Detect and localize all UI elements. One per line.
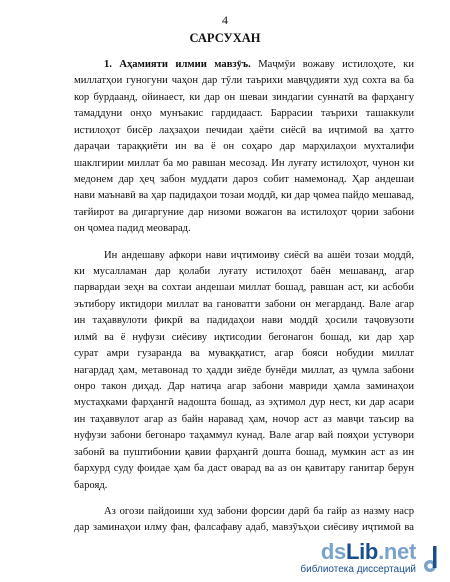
watermark-tagline: библиотека диссертаций	[300, 564, 416, 575]
paragraph-gap	[74, 494, 414, 504]
paragraph-2-line: мустаҳками фарҳангӣ надошта бошад, аз эҳтимол дур нест, ки дар асари	[74, 397, 414, 409]
watermark-text	[300, 541, 416, 576]
paragraph-2-line: бароя̣д.	[74, 479, 108, 491]
paragraph-2-line: парвардаи зеҳн ва сохтаи андешаи миллат бошад, равшан аст, ки асбоби	[74, 282, 414, 294]
page-number: 4	[222, 13, 228, 27]
paragraph-2-line: бархурд суду фоидае ҳам ба даст оварад ва аз он қавитару ганитар берун	[74, 463, 414, 475]
paragraph-2-line: ки мусалламан дар қолаби луғату истилоҳот баён мешаванд, агар	[74, 266, 414, 278]
paragraph-1-first-line-text: Маҷмӯи вожаву истилоҳоте, ки	[258, 59, 414, 70]
paragraph-3	[74, 504, 414, 537]
paragraph-2-line: онро такон диҳад. Дар натиҷа агар забони мавриди ҳамла заминаҳои	[74, 381, 414, 393]
paragraph-1-line: дараҷаи тараққиёти ин ва ё он соҳаро дар марҳилаҳои мухталифи	[74, 141, 414, 153]
paragraph-1-line: тамаддуни онҳо мунъакис гардидааст. Баррасии таърихи ташаккули	[74, 108, 414, 120]
paragraph-1-line: он ҷомеа падид меоварад.	[74, 223, 191, 235]
watermark-brand: dsLib.net	[320, 539, 416, 564]
paragraph-2-line: ин таҳаввулот агар аз байн наравад ҳам, ночор аст аз мавҷи таъсир ва	[74, 413, 414, 425]
paragraph-3-line: дар заминаҳои илму фан, фалсафаву адаб, мавзӯъҳои сиёсиву иҷтимоӣ ва	[74, 522, 414, 534]
paragraph-2-line: ин таҳаввулоти фикрӣ ва падидаҳои нави моддӣ ҳосили таҷовузоти	[74, 315, 414, 327]
ds-logo-icon	[420, 544, 440, 574]
paragraph-2-line: эътибору иктидори миллат ва гановатги забони он мегарданд. Вале агар	[74, 298, 414, 310]
paragraph-1-line: медонем дар ҳеҷ забон муддати дароз собит намемонад. Ҳар андешаи	[74, 173, 414, 185]
paragraph-2-line: нуфузи забони бегонаро таҳаммул кунад. Вале агар вай пояҳои устувори	[74, 430, 414, 442]
paragraph-1-line	[74, 57, 414, 73]
paragraph-2-line: забонӣ ва пуштибонии қавии фарҳангӣ дошта бошад, мумкин аст аз ин	[74, 446, 414, 458]
dslib-watermark[interactable]	[300, 541, 440, 576]
paragraph-1-line: кор бурдаанд, ойинаест, ки дар он шеваи зиндагии суннатӣ ва фарҳангу	[74, 91, 414, 103]
paragraph-1-line: нави маънавӣ ва ҳар падидаҳои тозаи моддӣ, ки дар ҷомеа пайдо мешавад,	[74, 190, 414, 202]
paragraph-2	[74, 248, 414, 494]
section-title: 1. Аҳамияти илмии мавзӯъ.	[104, 59, 251, 70]
body-text	[74, 57, 414, 537]
paragraph-gap	[74, 238, 414, 248]
paragraph-2-line: илмӣ ва ё нуфузи сиёсиву иқтисодии бегонагон бошад, ки дар ҳар	[74, 331, 414, 343]
paragraph-1-line: истилоҳот бисёр лаҳзаҳои печидаи ҳаёти сиёсӣ ва иҷтимоӣ ва ҳатто	[74, 124, 414, 136]
paragraph-2-line: Ин андешаву афкори нави иҷтимоиву сиёсӣ ва ашёи тозаи моддӣ,	[104, 249, 414, 261]
paragraph-1-line: шаклгирии миллат ба мо равшан месозад. Ин луғату истилоҳот, чунон ки	[74, 157, 414, 169]
paragraph-1-line: тағйирот ва дигаргуние дар низоми вожагон ва истилоҳот ҷории забони	[74, 206, 414, 218]
page-heading: САРСУХАН	[189, 31, 261, 45]
paragraph-2-line: сурат амри гузаранда ва муваққатист, агар бояси нобудии миллат	[74, 348, 414, 360]
paragraph-3-line: Аз огози пайдоиши худ забони форсии дарӣ ба гайр аз назму наср	[104, 505, 414, 517]
paragraph-2-line: нагардад ҳам, метавонад то ҳадди зиёде бунёди миллат, аз ҷумла забони	[74, 364, 414, 376]
paragraph-1-line: миллатҳои гуногуни чаҳон дар тӯли таърихи мавҷудияти худ сохта ва ба	[74, 75, 414, 87]
paragraph-1	[74, 57, 414, 238]
